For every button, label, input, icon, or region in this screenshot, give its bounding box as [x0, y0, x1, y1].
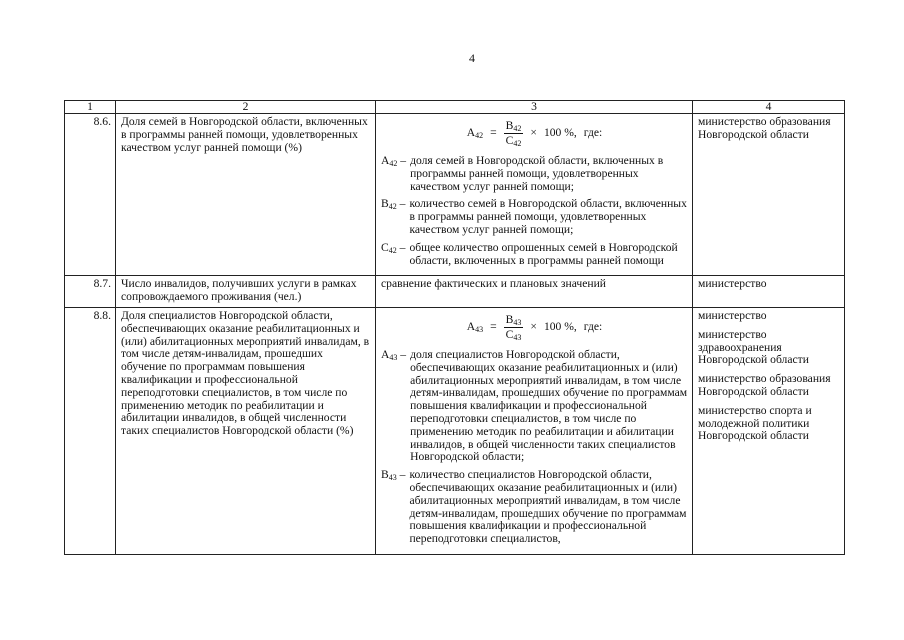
page-number: 4: [469, 51, 475, 65]
formula-equals: =: [490, 320, 497, 334]
responsible-cell: [693, 114, 845, 276]
row-number: 8.7.: [65, 276, 116, 308]
formula-times: ×: [530, 126, 537, 140]
responsible-cell: [693, 307, 845, 554]
table-row: [65, 276, 845, 308]
formula-lhs: $A_{43}$: [466, 320, 484, 335]
responsible-org: министерство: [698, 308, 767, 322]
indicator-name: Доля специалистов Новгородской области, обеспечивающих оказание реабилитационных и (или) абилитационных мероприятий инвалидам, в том числе детям-инвалидам, прошедших обучение по программам повышения квалификации и профессиональной переподготовки специалистов, в том числе по применению методик по реабилитации и абилитации инвалидов, в общей численности таких специалистов Новгородской области (%): [116, 307, 376, 554]
indicators-table: [64, 100, 845, 555]
header-col-2: 2: [116, 101, 376, 114]
responsible-cell: [693, 276, 845, 308]
definition-item: $B_{43}$ – количество специалистов Новгородской области, обеспечивающих оказание реабилитационных и (или) абилитационных мероприятий инвалидам, в том числе детям-инвалидам, прошедших обучение по программам повышения квалификации и профессиональной переподготовки специалистов,: [381, 468, 687, 546]
table-row: [65, 307, 845, 554]
formula-equals: =: [490, 126, 497, 140]
calculation-method: [376, 307, 693, 554]
definition-item: $A_{42}$ – доля семей в Новгородской области, включенных в программы ранней помощи, удовлетворенных качеством услуг ранней помощи;: [381, 154, 664, 193]
formula-where: где:: [583, 320, 603, 334]
definition-item: $C_{42}$ – общее количество опрошенных семей в Новгородской области, включенных в программы ранней помощи: [381, 240, 678, 267]
header-col-3: 3: [376, 101, 693, 114]
formula-percent: 100 %,: [543, 126, 577, 140]
definition-item: $A_{43}$ – доля специалистов Новгородской области, обеспечивающих оказание реабилитационных и (или) абилитационных мероприятий инвалидам, в том числе детям-инвалидам, прошедших обучение по программам повышения квалификации и профессиональной переподготовки специалистов, в том числе по применению методик по реабилитации и абилитации инвалидов, в общей численности таких специалистов Новгородской области;: [381, 347, 688, 464]
definition-item: $B_{42}$ – количество семей в Новгородской области, включенных в программы ранней помощи, удовлетворенных качеством услуг ранней помощи;: [381, 197, 687, 236]
formula-where: где:: [583, 126, 603, 140]
row-number: 8.6.: [65, 114, 116, 276]
responsible-org: министерство: [698, 277, 767, 291]
header-col-4: 4: [693, 101, 845, 114]
formula-fraction: $\frac{B_{42}}{C_{42}}$: [505, 119, 522, 148]
formula-fraction: $\frac{B_{43}}{C_{43}}$: [505, 312, 522, 342]
table-row: [65, 114, 845, 276]
formula: [381, 314, 688, 341]
header-col-1: 1: [65, 101, 116, 114]
formula: [381, 120, 688, 147]
responsible-org: министерство образования Новгородской области: [698, 115, 831, 141]
formula-lhs: $A_{42}$: [466, 126, 484, 141]
formula-percent: 100 %,: [543, 320, 577, 334]
indicator-name: Число инвалидов, получивших услуги в рамках сопровождаемого проживания (чел.): [116, 276, 376, 308]
responsible-org: министерство спорта и молодежной политики Новгородской области: [698, 403, 812, 443]
header-row: [65, 101, 845, 114]
row-number: 8.8.: [65, 307, 116, 554]
formula-times: ×: [530, 320, 537, 334]
responsible-org: министерство здравоохранения Новгородской области: [698, 327, 809, 367]
indicator-name: Доля семей в Новгородской области, включенных в программы ранней помощи, удовлетворенных качеством услуг ранней помощи (%): [116, 114, 376, 276]
calculation-method: сравнение фактических и плановых значений: [376, 276, 693, 308]
responsible-org: министерство образования Новгородской области: [698, 372, 831, 398]
calculation-method: [376, 114, 693, 276]
